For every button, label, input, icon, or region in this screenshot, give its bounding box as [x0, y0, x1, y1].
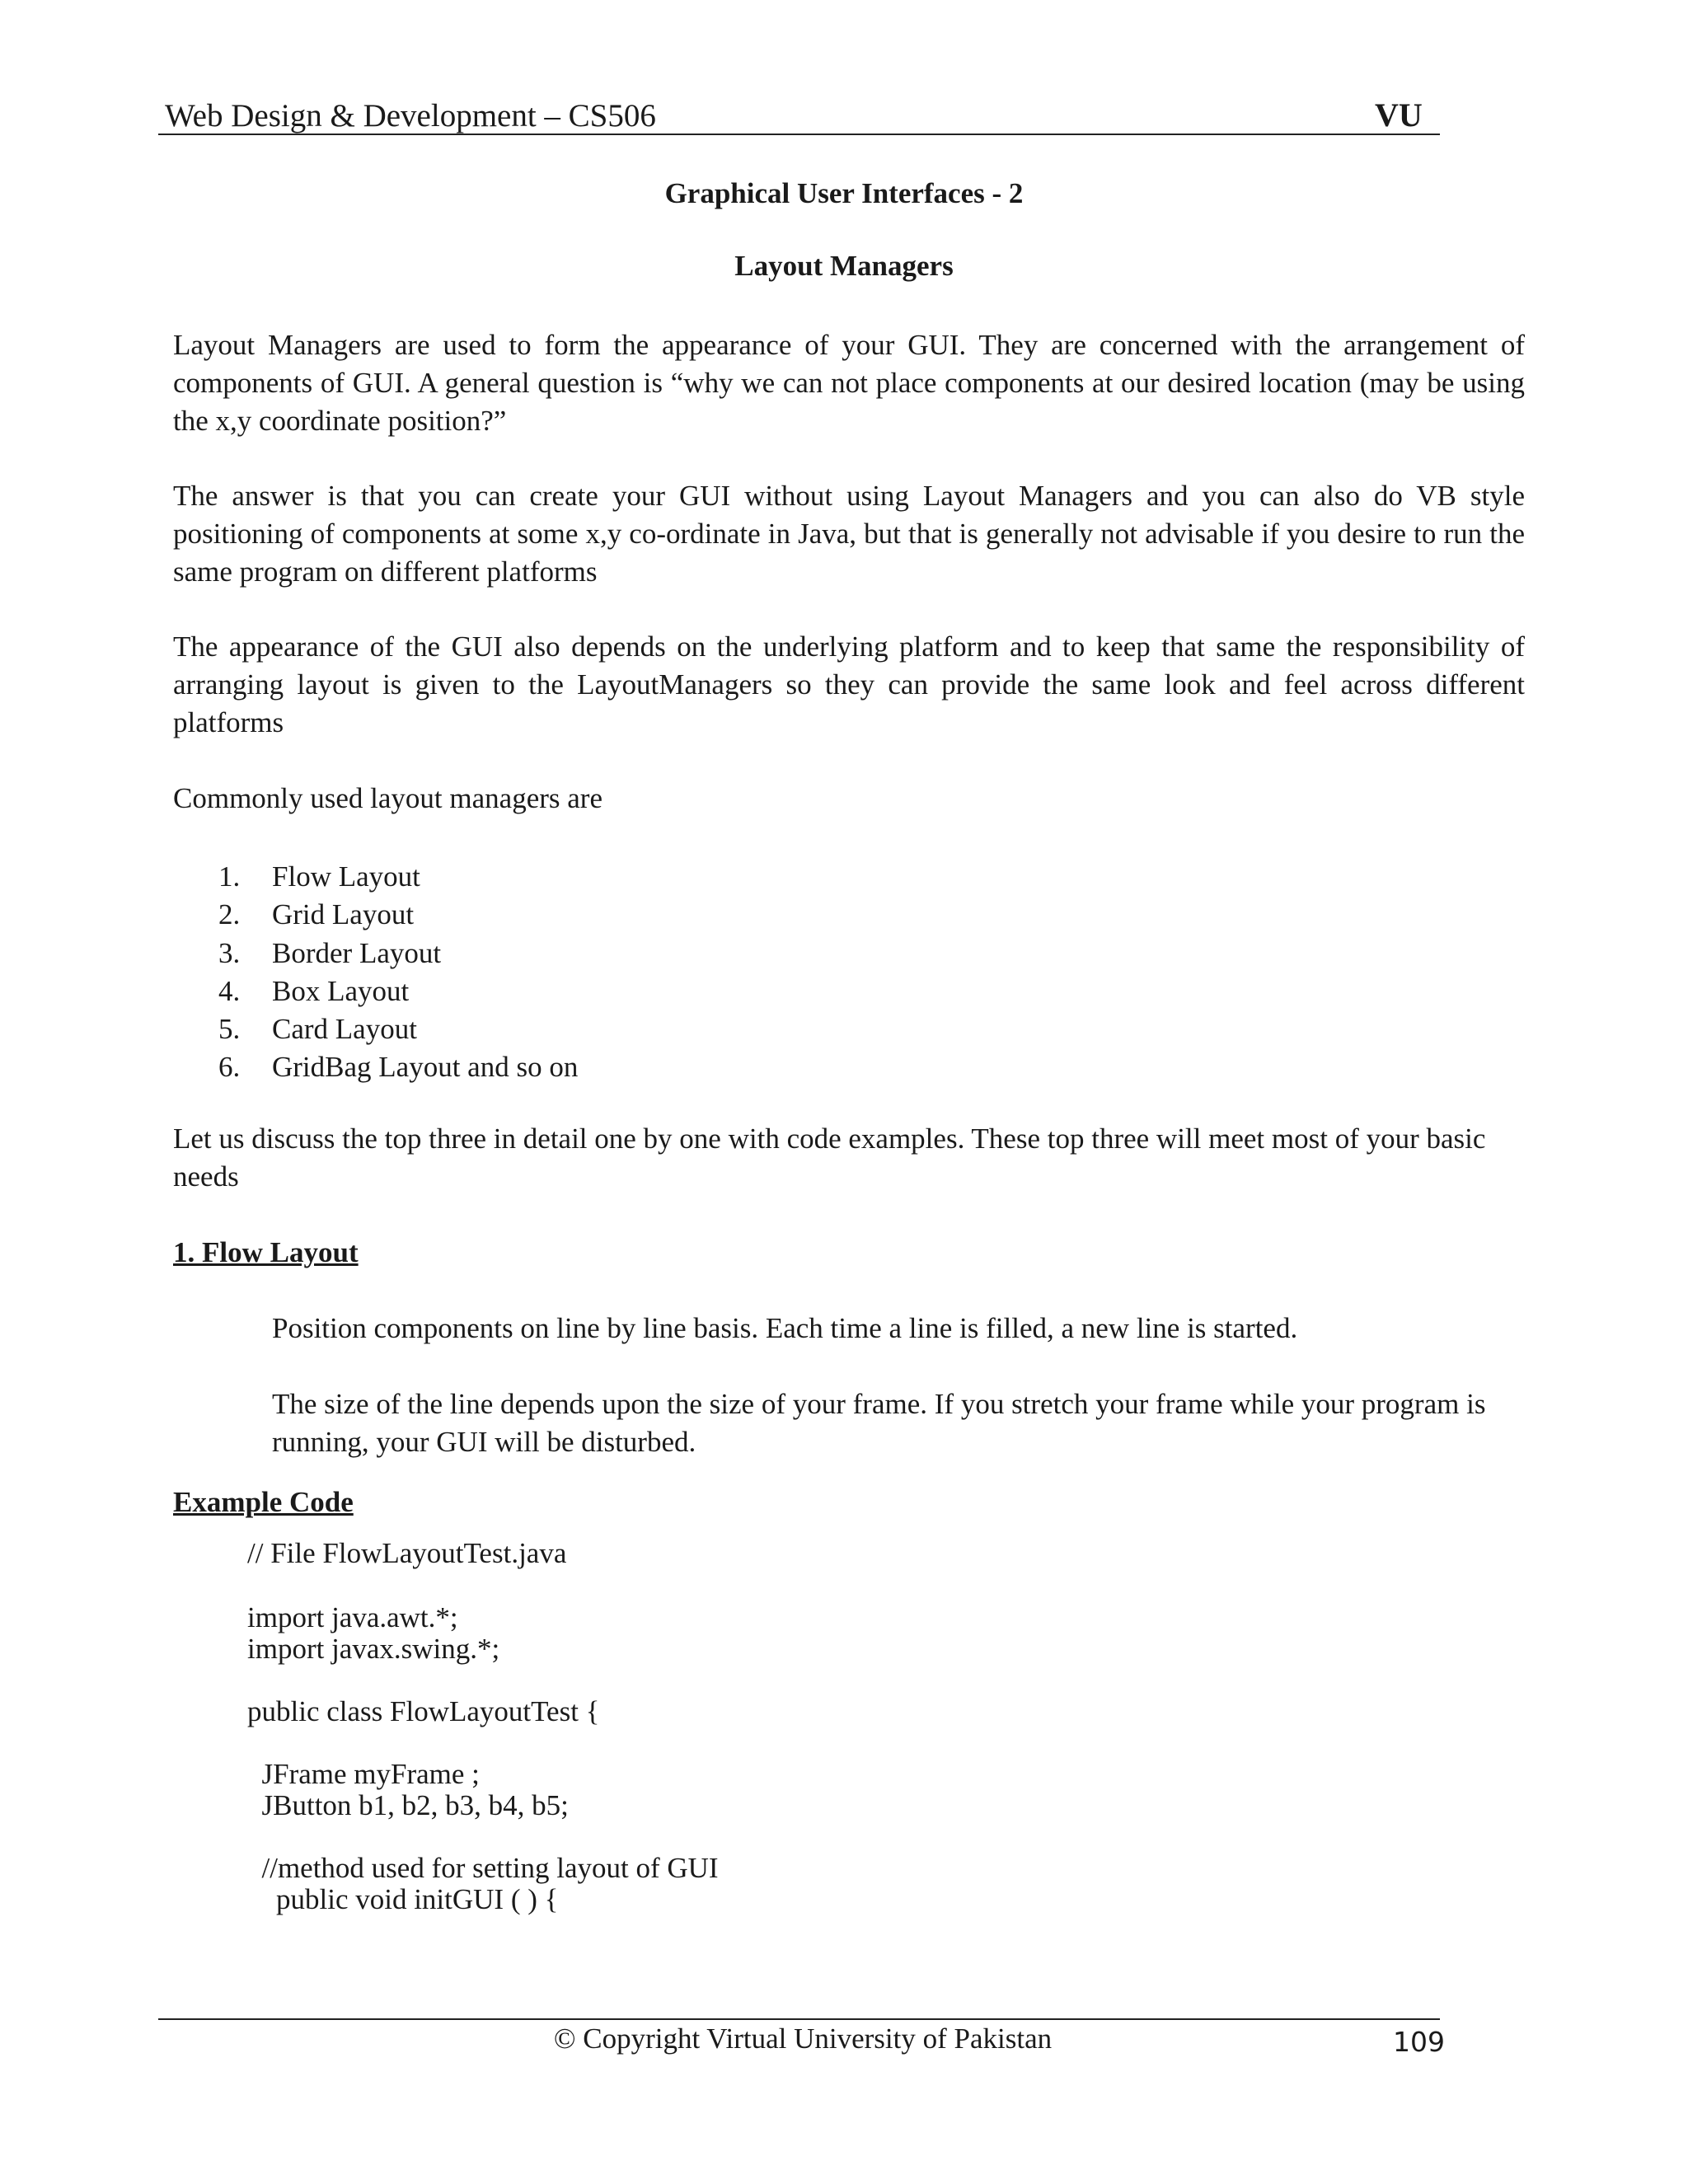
layout-managers-list — [218, 858, 960, 1087]
list-number: 1. — [218, 860, 241, 893]
code-line-jframe: JFrame myFrame ; — [247, 1758, 480, 1790]
code-line-comment: // File FlowLayoutTest.java — [247, 1537, 567, 1569]
intro-paragraph: Layout Managers are used to form the appearance of your GUI. They are concerned with the arrangement of components of GUI. A general question is “why we can not place components at our desired location (may be using the x,y coordinate position?” — [173, 329, 1525, 437]
list-item — [218, 1048, 960, 1086]
page-title: Graphical User Interfaces - 2 — [664, 177, 1024, 209]
list-label: Card Layout — [272, 1013, 417, 1046]
flow-layout-desc-2: The size of the line depends upon the size of your frame. If you stretch your frame while your program is running, your GUI will be disturbed. — [272, 1388, 1486, 1458]
list-item — [218, 935, 960, 972]
list-number: 2. — [218, 898, 241, 931]
flow-layout-desc-1: Position components on line by line basis. Each time a line is filled, a new line is started. — [272, 1312, 1298, 1344]
list-label: Border Layout — [272, 936, 442, 969]
code-line-method-comment: //method used for setting layout of GUI — [247, 1852, 719, 1884]
footer-rule — [158, 2018, 1440, 2020]
header-institution: VU — [1375, 96, 1423, 134]
list-label: Flow Layout — [272, 860, 420, 893]
list-item — [218, 972, 960, 1010]
page-number: 109 — [1393, 2026, 1445, 2058]
list-label: Grid Layout — [272, 898, 415, 931]
page-subtitle: Layout Managers — [734, 250, 954, 282]
header-course-title: Web Design & Development – CS506 — [165, 98, 656, 134]
list-number: 6. — [218, 1051, 241, 1084]
list-intro: Commonly used layout managers are — [173, 782, 603, 814]
header-rule — [158, 134, 1440, 135]
list-number: 4. — [218, 974, 241, 1007]
list-number: 5. — [218, 1013, 241, 1046]
code-line-jbutton: JButton b1, b2, b3, b4, b5; — [247, 1789, 569, 1821]
list-label: Box Layout — [272, 974, 410, 1007]
example-code-heading: Example Code — [173, 1486, 354, 1518]
code-line-method-decl: public void initGUI ( ) { — [247, 1883, 559, 1915]
code-line-import-awt: import java.awt.*; — [247, 1601, 458, 1633]
appearance-paragraph: The appearance of the GUI also depends on the underlying platform and to keep that same the responsibility of arranging layout is given to the LayoutManagers so they can provide the same look and feel across different platforms — [173, 630, 1525, 738]
list-item — [218, 896, 960, 934]
flow-layout-heading: 1. Flow Layout — [173, 1236, 359, 1268]
list-label: GridBag Layout and so on — [272, 1051, 579, 1084]
discussion-paragraph: Let us discuss the top three in detail one by one with code examples. These top three will meet most of your basic needs — [173, 1122, 1486, 1193]
code-line-import-swing: import javax.swing.*; — [247, 1633, 500, 1665]
code-line-class-decl: public class FlowLayoutTest { — [247, 1695, 600, 1727]
answer-paragraph: The answer is that you can create your GUI without using Layout Managers and you can also do VB style positioning of components at some x,y co-ordinate in Java, but that is generally not advisable if you desire to run the same program on different platforms — [173, 480, 1525, 588]
list-item — [218, 1010, 960, 1048]
list-item — [218, 858, 960, 896]
footer-copyright: © Copyright Virtual University of Pakistan — [553, 2022, 1053, 2055]
list-number: 3. — [218, 936, 241, 969]
